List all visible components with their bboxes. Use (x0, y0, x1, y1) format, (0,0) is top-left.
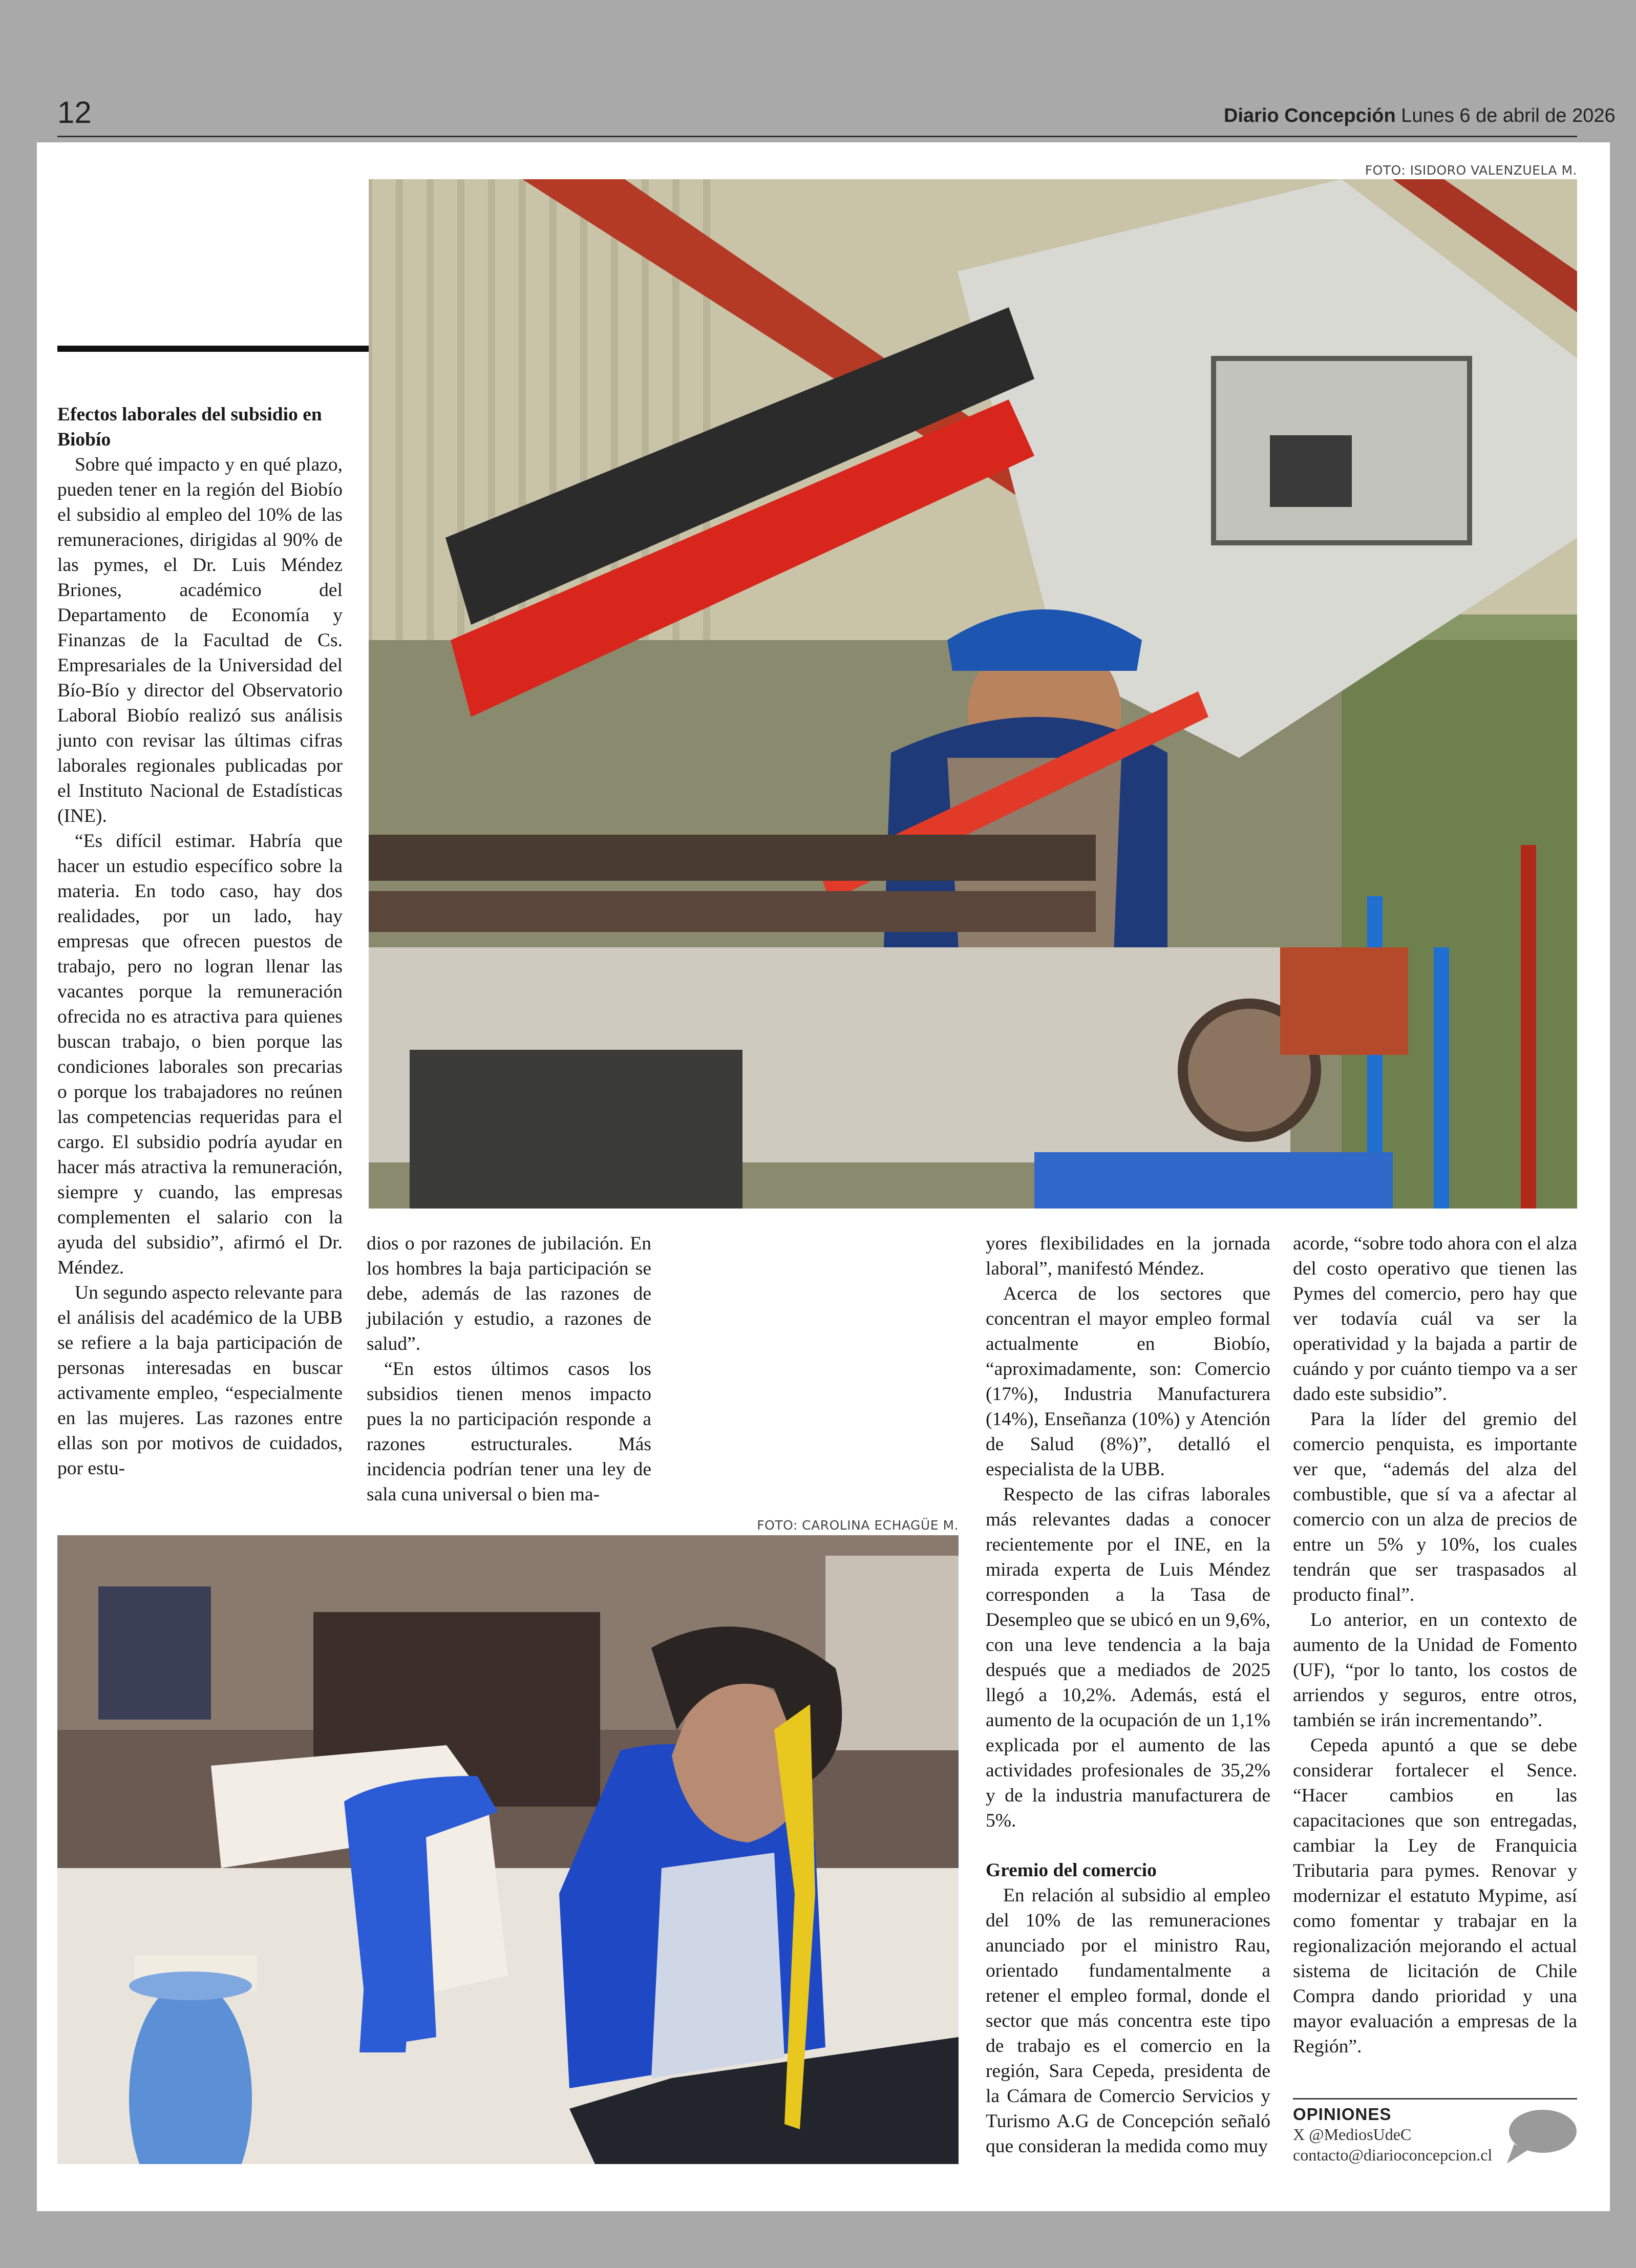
top-photo-credit: FOTO: ISIDORO VALENZUELA M. (1365, 163, 1577, 178)
paragraph: “Es difícil estimar. Habría que hacer un estudio específico sobre la materia. En todo caso, hay dos realidades, por un lado, hay empresas que ofrecen puestos de trabajo, pero no logran llenar las vacantes porque la remuneración ofrecida no es atractiva para quienes buscan trabajo, o bien porque las condiciones laborales son precarias o porque los trabajadores no reúnen las competencias requeridas para el cargo. El subsidio podría ayudar en hacer más atractiva la remuneración, siempre y cuando, las empresas complementen el salario con la ayuda del subsidio”, afirmó el Dr. Méndez. (57, 831, 343, 1278)
bottom-photo-credit: FOTO: CAROLINA ECHAGÜE M. (757, 1518, 959, 1533)
publication-header (1224, 105, 1616, 127)
paragraph: Para la líder del gremio del comercio penquista, es importante ver que, “además del alza del combustible, que sí va a afectar al comercio con un alza de precios de entre un 5% y 10%, los cuales tendrán que ser traspasados al producto final”. (1293, 1409, 1577, 1605)
paragraph: Lo anterior, en un contexto de aumento de la Unidad de Fomento (UF), “por lo tanto, los costos de arriendos y seguros, entre otros, también se irán incrementando”. (1293, 1609, 1577, 1731)
section-heading-efectos: Efectos laborales del subsidio en Biobío (57, 404, 322, 450)
bottom-photo-seamstress (57, 1535, 959, 2164)
paragraph: “En estos últimos casos los subsidios tienen menos impacto pues la no participación responde a razones estructurales. Más incidencia podrían tener una ley de sala cuna universal o bien ma- (367, 1359, 651, 1505)
opinions-box (1293, 2098, 1577, 2165)
publication-date: Lunes 6 de abril de 2026 (1401, 105, 1616, 126)
paragraph: En relación al subsidio al empleo del 10% de las remuneraciones anunciado por el ministro Rau, orientado fundamentalmente a retener el empleo formal, donde el sector que más concentra este tipo de trabajo es el comercio en la región, Sara Cepeda, presidenta de la Cámara de Comercio Servicios y Turismo A.G de Concepción señaló que consideran la medida como muy (986, 1885, 1270, 2157)
article-column-4 (1293, 1231, 1577, 2059)
publication-name: Diario Concepción (1224, 105, 1396, 126)
article-column-1 (57, 402, 343, 1481)
paragraph: dios o por razones de jubilación. En los hombres la baja participación se debe, además de las razones de jubilación y estudio, a razones de salud”. (367, 1233, 651, 1354)
opinions-email[interactable]: contacto@diarioconcepcion.cl (1293, 2146, 1493, 2164)
article-column-3 (986, 1231, 1270, 2159)
top-photo-metalworker (369, 179, 1577, 1209)
page-number: 12 (57, 95, 92, 130)
paragraph: Respecto de las cifras laborales más relevantes dadas a conocer recientemente por el INE, en la mirada experta de Luis Méndez corresponden a la Tasa de Desempleo que se ubicó en un 9,6%, con una leve tendencia a la baja después que a mediados de 2025 llegó a 10,2%. Además, está el aumento de la ocupación de un 1,1% explicada por el aumento de las actividades profesionales de 35,2% y de la industria manufacturera de 5%. (986, 1484, 1270, 1831)
paragraph: Un segundo aspecto relevante para el análisis del académico de la UBB se refiere a la baja participación de personas interesadas en buscar activamente empleo, “especialmente en las mujeres. Las razones entre ellas son por motivos de cuidados, por estu- (57, 1282, 343, 1479)
speech-bubble-icon (1503, 2108, 1577, 2165)
paragraph: acorde, “sobre todo ahora con el alza del costo operativo que tienen las Pymes del comercio, pero hay que ver todavía cuál va ser la operatividad y la bajada a partir de cuándo y por cuánto tiempo va a ser dado este subsidio”. (1293, 1233, 1577, 1405)
section-heading-gremio: Gremio del comercio (986, 1860, 1157, 1881)
opinions-label: OPINIONES (1293, 2105, 1392, 2124)
paragraph: Cepeda apuntó a que se debe considerar fortalecer el Sence. “Hacer cambios en las capacitaciones que son entregadas, cambiar la Ley de Franquicia Tributaria para pymes. Renovar y modernizar el estatuto Mypime, así como fomentar y trabajar en la regionalización mejorando el actual sistema de licitación de Chile Compra dando prioridad y una mayor evaluación a empresas de la Región”. (1293, 1735, 1577, 2057)
paragraph: Acerca de los sectores que concentran el mayor empleo formal actualmente en Biobío, “aproximadamente, son: Comercio (17%), Industria Manufacturera (14%), Enseñanza (10%) y Atención de Salud (8%)”, detalló el especialista de la UBB. (986, 1283, 1270, 1480)
opinions-social-handle[interactable]: X @MediosUdeC (1293, 2125, 1412, 2144)
paragraph: Sobre qué impacto y en qué plazo, pueden tener en la región del Biobío el subsidio al empleo del 10% de las remuneraciones, dirigidas al 90% de las pymes, el Dr. Luis Méndez Briones, académico del Departamento de Economía y Finanzas de la Facultad de Cs. Empresariales de la Universidad del Bío-Bío y director del Observatorio Laboral Biobío realizó sus análisis junto con revisar las últimas cifras laborales regionales publicadas por el Instituto Nacional de Estadísticas (INE). (57, 454, 343, 826)
paragraph: yores flexibilidades en la jornada laboral”, manifestó Méndez. (986, 1233, 1270, 1279)
section-rule (57, 346, 369, 352)
header-rule (57, 136, 1577, 137)
opinions-rule (1293, 2098, 1577, 2100)
article-column-2 (367, 1231, 651, 1507)
